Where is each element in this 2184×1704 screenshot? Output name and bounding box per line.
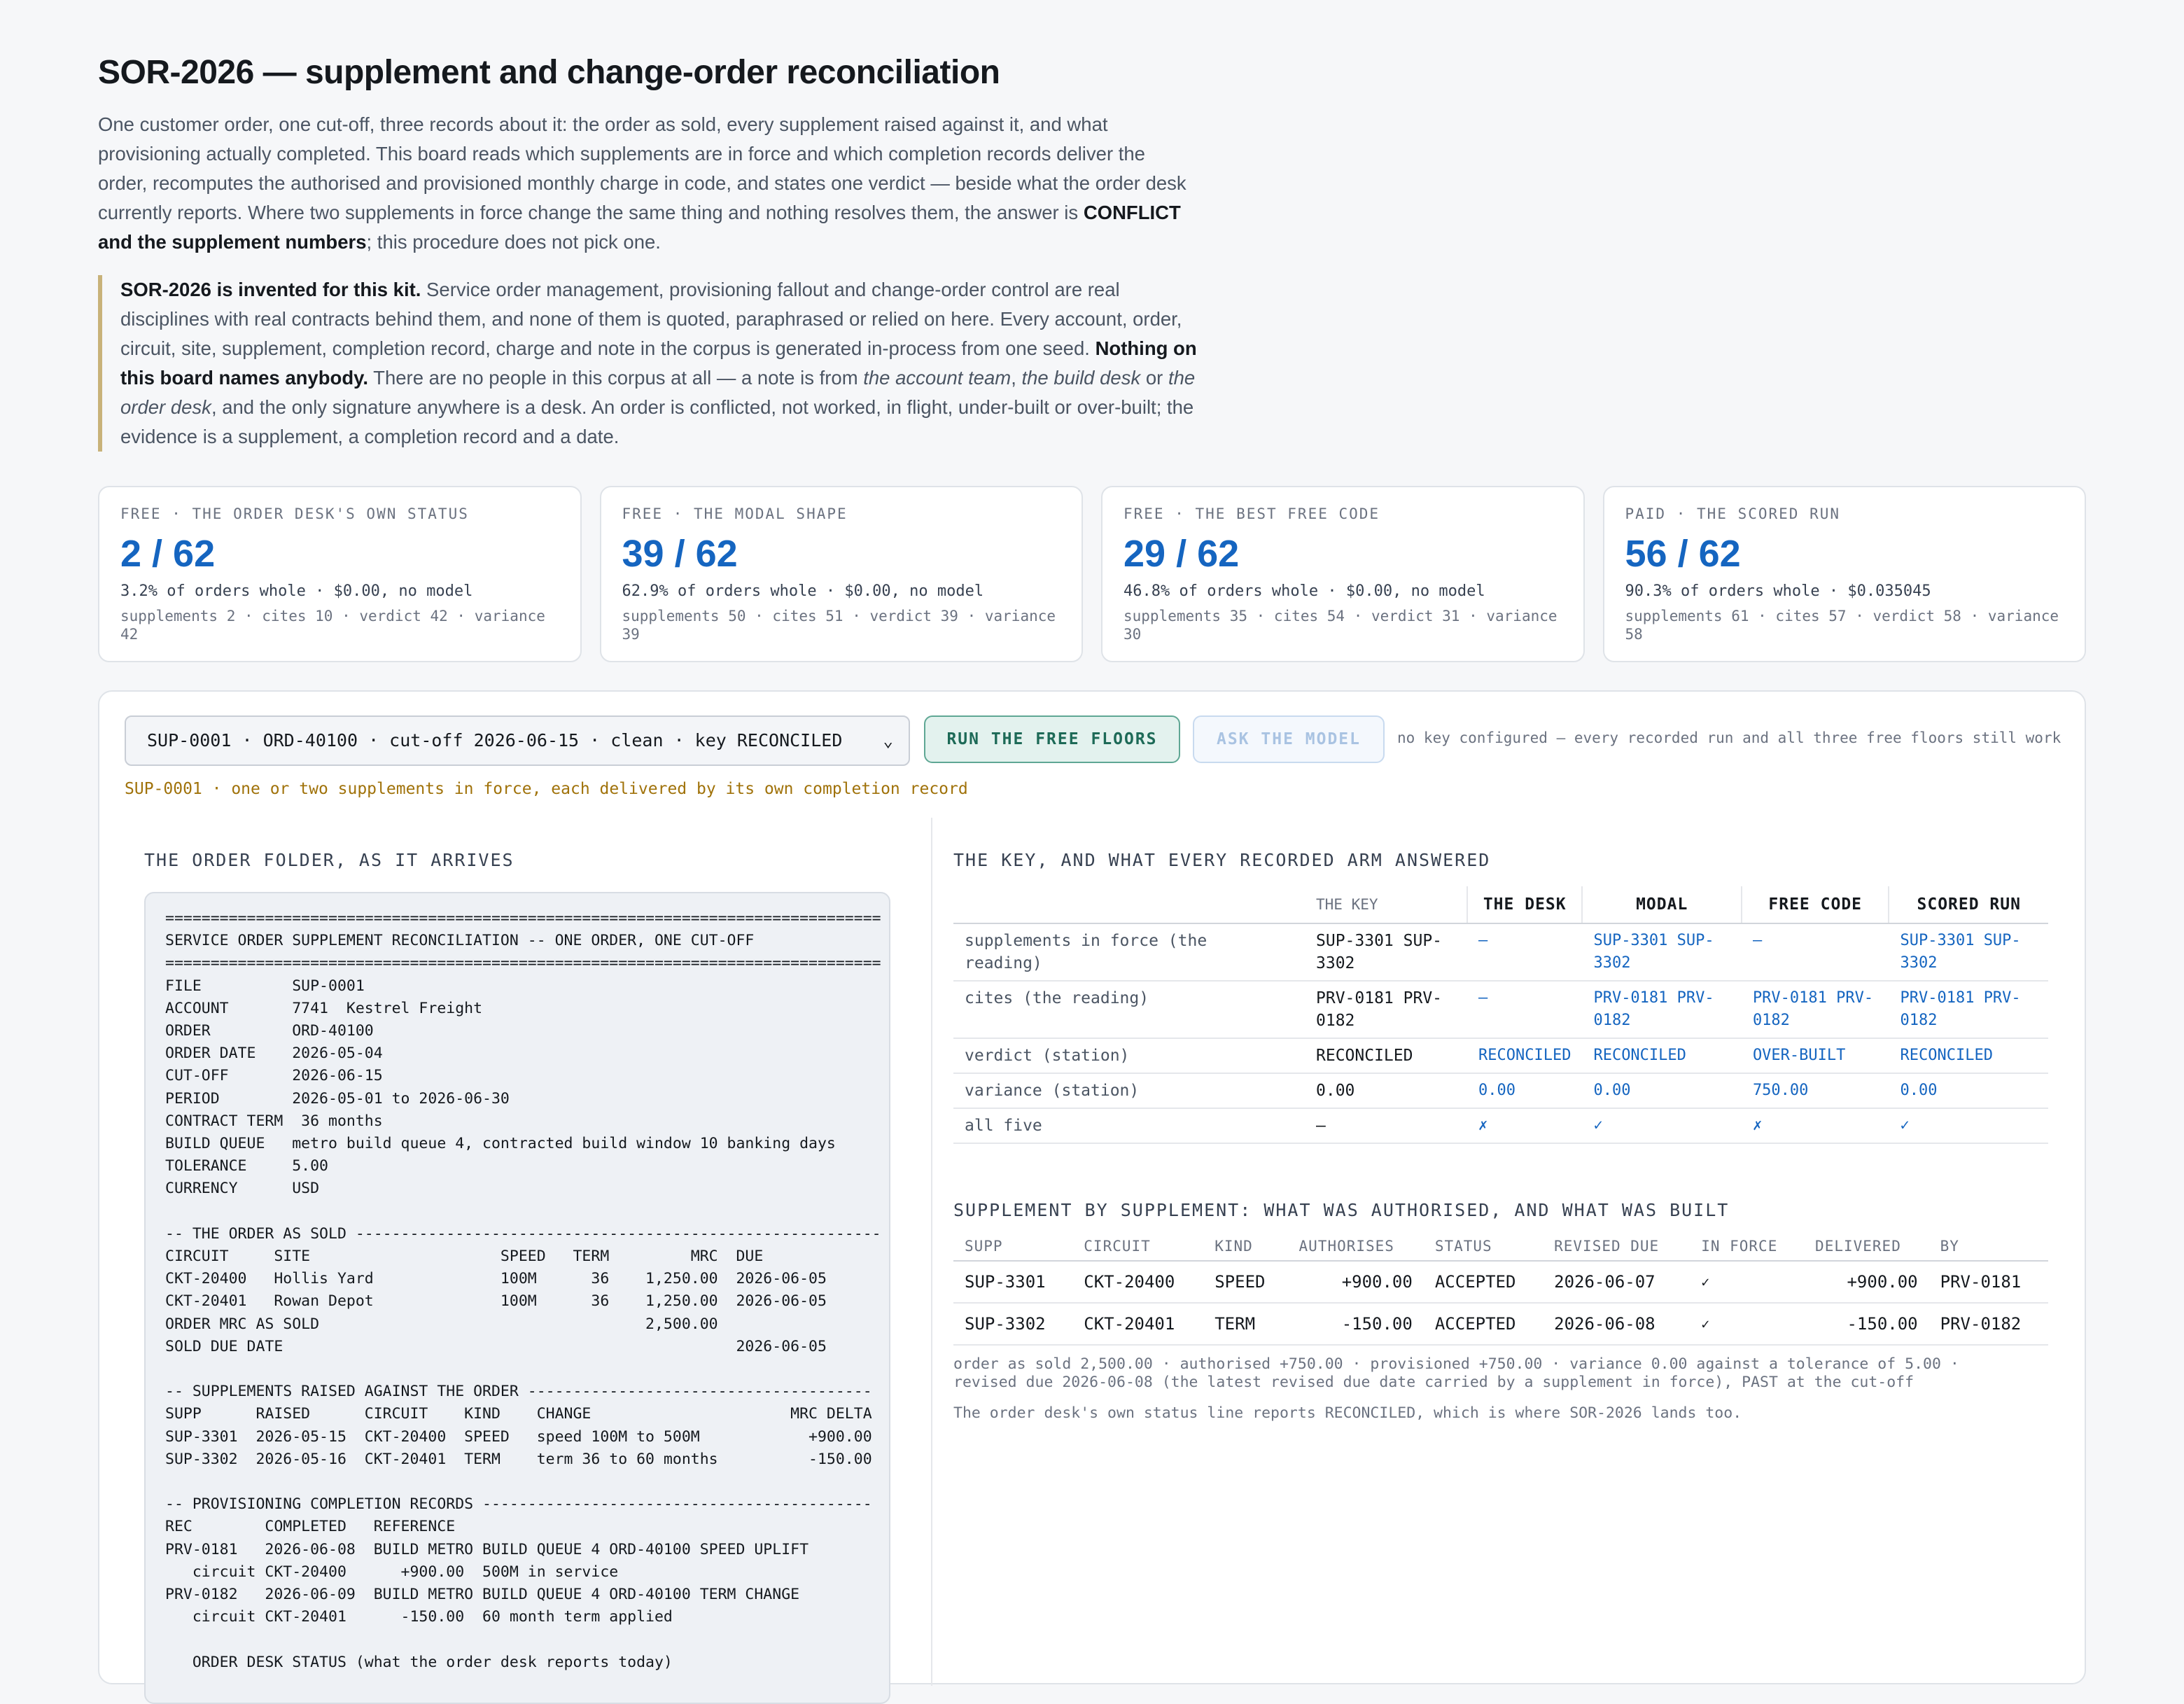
table-cell: -150.00	[1288, 1303, 1424, 1345]
row-label: variance (station)	[953, 1073, 1305, 1108]
chevron-down-icon: ⌄	[883, 731, 893, 750]
card-score: 2 / 62	[120, 533, 216, 575]
table-row	[953, 1261, 2048, 1303]
arm-value: SUP-3301 SUP-3302	[1582, 923, 1741, 981]
table-row	[953, 1303, 2048, 1345]
table-cell: 2026-06-07	[1543, 1261, 1690, 1303]
card-label: PAID · THE SCORED RUN	[1625, 505, 1841, 522]
table-cell: +900.00	[1804, 1261, 1929, 1303]
page-title: SOR-2026 — supplement and change-order reconciliation	[98, 54, 1000, 91]
table-cell: +900.00	[1288, 1261, 1424, 1303]
key-table	[953, 886, 2048, 1144]
card-label: FREE · THE BEST FREE CODE	[1124, 505, 1380, 522]
arm-value: 0.00	[1889, 1073, 2048, 1108]
row-label: all five	[953, 1108, 1305, 1143]
table-cell: -150.00	[1804, 1303, 1929, 1345]
arm-value: PRV-0181 PRV-0182	[1582, 981, 1741, 1038]
card-label: FREE · THE MODAL SHAPE	[622, 505, 848, 522]
column-header: THE DESK	[1467, 886, 1582, 923]
arm-value: 0.00	[1467, 1073, 1582, 1108]
arm-value: —	[1742, 923, 1889, 981]
card-breakdown: supplements 35 · cites 54 · verdict 31 · variance 30	[1124, 608, 1558, 643]
disclaimer-note: SOR-2026 is invented for this kit. Service order management, provisioning fallout and change-order control are real disciplines with real contracts behind them, and none of them is quoted, paraphrased or relied on here. Every account, order, circuit, site, supplement, completion record, charge and note in the corpus is generated in-process from one seed. Nothing on this board names anybody. There are no people in this corpus at all — a note is from the account team, the build desk or the order desk, and the only signature anywhere is a desk. An order is conflicted, not worked, in flight, under-built or over-built; the evidence is a supplement, a completion record and a date.	[98, 275, 1212, 452]
key-value: RECONCILED	[1305, 1038, 1467, 1073]
table-cell: SPEED	[1203, 1261, 1287, 1303]
arm-value: —	[1467, 923, 1582, 981]
table-row	[953, 1073, 2048, 1108]
key-heading: THE KEY, AND WHAT EVERY RECORDED ARM ANSWERED	[953, 850, 1491, 870]
row-label: cites (the reading)	[953, 981, 1305, 1038]
column-header: THE KEY	[1305, 886, 1467, 923]
card-summary: 3.2% of orders whole · $0.00, no model	[120, 582, 473, 600]
key-hint: no key configured — every recorded run and all three free floors still work	[1397, 729, 2062, 746]
key-value: 0.00	[1305, 1073, 1467, 1108]
check-icon: ✓	[1690, 1303, 1804, 1345]
score-card-free-code	[1101, 486, 1585, 662]
intro-paragraph: One customer order, one cut-off, three records about it: the order as sold, every supplement raised against it, and what provisioning actually completed. This board reads which supplements are in force and which completion records deliver the order, recomputes the authorised and provisioned monthly charge in code, and states one verdict — beside what the order desk currently reports. Where two supplements in force change the same thing and nothing resolves them, the answer is CONFLICT and the supplement numbers; this procedure does not pick one.	[98, 113, 1186, 253]
score-card-desk	[98, 486, 582, 662]
table-cell: CKT-20400	[1072, 1261, 1203, 1303]
card-breakdown: supplements 61 · cites 57 · verdict 58 · variance 58	[1625, 608, 2059, 643]
score-card-modal	[600, 486, 1084, 662]
column-header: REVISED DUE	[1543, 1232, 1690, 1261]
check-icon: ✓	[1690, 1261, 1804, 1303]
column-header: KIND	[1203, 1232, 1287, 1261]
row-label: verdict (station)	[953, 1038, 1305, 1073]
supplements-table	[953, 1232, 2048, 1346]
column-header: STATUS	[1424, 1232, 1543, 1261]
order-select[interactable]: SUP-0001 · ORD-40100 · cut-off 2026-06-15 · clean · key RECONCILED ⌄	[125, 715, 910, 766]
key-value: PRV-0181 PRV-0182	[1305, 981, 1467, 1038]
order-desk-status-note: The order desk's own status line reports RECONCILED, which is where SOR-2026 lands too.	[953, 1404, 1742, 1422]
order-folder-text: =============================================================================== SERVICE ORDER SUPPLEMENT RECONCILIATION -- ONE ORDER, ONE CUT-OFF =============================================================================== FILE SUP-0001 ACCOUNT 7741 Kestrel Freight ORDER ORD-40100 ORDER DATE 2026-05-04 CUT-OFF 2026-06-15 PERIOD 2026-05-01 to 2026-06-30 CONTRACT TERM 36 months BUILD QUEUE metro build queue 4, contracted build window 10 banking days TOLERANCE 5.00 CURRENCY USD -- THE ORDER AS SOLD ---------------------------------------------------------- CIRCUIT SITE SPEED TERM MRC DUE CKT-20400 Hollis Yard 100M 36 1,250.00 2026-06-05 CKT-20401 Rowan Depot 100M 36 1,250.00 2026-06-05 ORDER MRC AS SOLD 2,500.00 SOLD DUE DATE 2026-06-05 -- SUPPLEMENTS RAISED AGAINST THE ORDER -------------------------------------- SUPP RAISED CIRCUIT KIND CHANGE MRC DELTA SUP-3301 2026-05-15 CKT-20400 SPEED speed 100M to 500M +900.00 SUP-3302 2026-05-16 CKT-20401 TERM term 36 to 60 months -150.00 -- PROVISIONING COMPLETION RECORDS ------------------------------------------- REC COMPLETED REFERENCE PRV-0181 2026-06-08 BUILD METRO BUILD QUEUE 4 ORD-40100 SPEED UPLIFT circuit CKT-20400 +900.00 500M in service PRV-0182 2026-06-09 BUILD METRO BUILD QUEUE 4 ORD-40100 TERM CHANGE circuit CKT-20401 -150.00 60 month term applied ORDER DESK STATUS (what the order desk reports today)	[165, 909, 881, 1671]
arm-value: OVER-BUILT	[1742, 1038, 1889, 1073]
table-cell: CKT-20401	[1072, 1303, 1203, 1345]
reconciliation-summary: order as sold 2,500.00 · authorised +750.00 · provisioned +750.00 · variance 0.00 against a tolerance of 5.00 · revised due 2026-06-08 (the latest revised due date carried by a supplement in force), PAST at the cut-off	[953, 1355, 1959, 1391]
table-cell: SUP-3301	[953, 1261, 1072, 1303]
cross-icon: ✗	[1742, 1108, 1889, 1143]
card-label: FREE · THE ORDER DESK'S OWN STATUS	[120, 505, 469, 522]
case-subtitle: SUP-0001 · one or two supplements in force, each delivered by its own completion record	[125, 780, 968, 798]
card-summary: 46.8% of orders whole · $0.00, no model	[1124, 582, 1485, 600]
table-cell: PRV-0182	[1929, 1303, 2048, 1345]
table-cell: SUP-3302	[953, 1303, 1072, 1345]
column-header: IN FORCE	[1690, 1232, 1804, 1261]
table-row	[953, 981, 2048, 1038]
folder-heading: THE ORDER FOLDER, AS IT ARRIVES	[144, 850, 514, 870]
table-cell: ACCEPTED	[1424, 1261, 1543, 1303]
card-summary: 90.3% of orders whole · $0.035045	[1625, 582, 1931, 600]
supplements-table-header	[953, 1232, 2048, 1261]
table-row	[953, 923, 2048, 981]
key-table-header	[953, 886, 2048, 923]
ask-model-button[interactable]: ASK THE MODEL	[1193, 715, 1385, 763]
reconciliation-panel	[98, 690, 2086, 1684]
arm-value: PRV-0181 PRV-0182	[1889, 981, 2048, 1038]
column-divider	[931, 818, 932, 1686]
card-summary: 62.9% of orders whole · $0.00, no model	[622, 582, 984, 600]
column-header: BY	[1929, 1232, 2048, 1261]
column-header: SUPP	[953, 1232, 1072, 1261]
column-header	[953, 886, 1305, 923]
arm-value: 0.00	[1582, 1073, 1741, 1108]
arm-value: 750.00	[1742, 1073, 1889, 1108]
table-cell: TERM	[1203, 1303, 1287, 1345]
column-header: FREE CODE	[1742, 886, 1889, 923]
arm-value: RECONCILED	[1467, 1038, 1582, 1073]
arm-value: RECONCILED	[1889, 1038, 2048, 1073]
check-icon: ✓	[1582, 1108, 1741, 1143]
table-cell: ACCEPTED	[1424, 1303, 1543, 1345]
check-icon: ✓	[1889, 1108, 2048, 1143]
table-cell: 2026-06-08	[1543, 1303, 1690, 1345]
supplements-heading: SUPPLEMENT BY SUPPLEMENT: WHAT WAS AUTHORISED, AND WHAT WAS BUILT	[953, 1200, 1730, 1220]
column-header: SCORED RUN	[1889, 886, 2048, 923]
column-header: MODAL	[1582, 886, 1741, 923]
score-card-scored-run	[1603, 486, 2087, 662]
arm-value: RECONCILED	[1582, 1038, 1741, 1073]
table-cell: PRV-0181	[1929, 1261, 2048, 1303]
key-value: SUP-3301 SUP-3302	[1305, 923, 1467, 981]
order-folder[interactable]	[144, 892, 890, 1704]
arm-value: —	[1467, 981, 1582, 1038]
cross-icon: ✗	[1467, 1108, 1582, 1143]
run-free-floors-button[interactable]: RUN THE FREE FLOORS	[924, 715, 1180, 763]
arm-value: PRV-0181 PRV-0182	[1742, 981, 1889, 1038]
card-score: 56 / 62	[1625, 533, 1741, 575]
table-row	[953, 1038, 2048, 1073]
table-row	[953, 1108, 2048, 1143]
arm-value: SUP-3301 SUP-3302	[1889, 923, 2048, 981]
score-cards	[98, 486, 2086, 662]
key-value: —	[1305, 1108, 1467, 1143]
card-score: 29 / 62	[1124, 533, 1240, 575]
card-score: 39 / 62	[622, 533, 738, 575]
column-header: AUTHORISES	[1288, 1232, 1424, 1261]
card-breakdown: supplements 50 · cites 51 · verdict 39 · variance 39	[622, 608, 1056, 643]
column-header: CIRCUIT	[1072, 1232, 1203, 1261]
card-breakdown: supplements 2 · cites 10 · verdict 42 · variance 42	[120, 608, 545, 643]
column-header: DELIVERED	[1804, 1232, 1929, 1261]
row-label: supplements in force (the reading)	[953, 923, 1305, 981]
